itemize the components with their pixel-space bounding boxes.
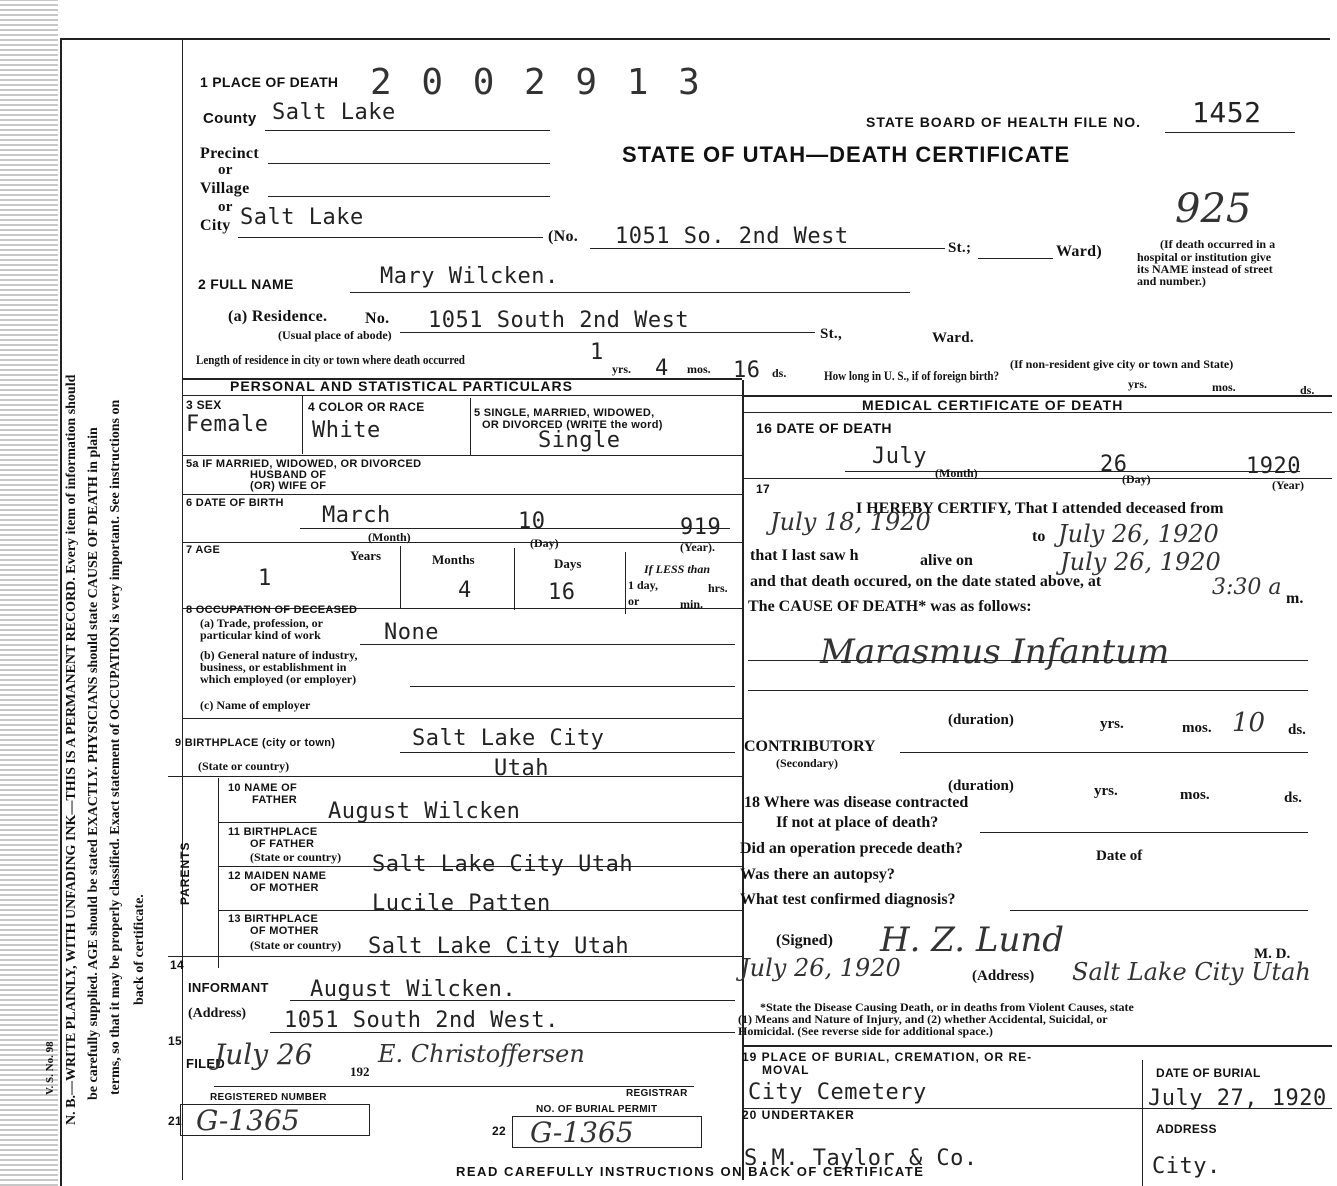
dob-month: March <box>322 503 391 528</box>
industry-line <box>410 686 735 687</box>
full-name-value: Mary Wilcken. <box>380 264 559 289</box>
age-days-label: Days <box>554 556 582 571</box>
marital-value: Single <box>538 428 621 453</box>
duration-label: (duration) <box>948 712 1014 728</box>
county-value: Salt Lake <box>272 100 396 125</box>
occupation-b-label-1: (b) General nature of industry, <box>200 648 358 662</box>
certificate-title: STATE OF UTAH—DEATH CERTIFICATE <box>622 142 1071 167</box>
length-residence-label: Length of residence in city or town where death occurred <box>196 352 465 367</box>
cause-label: The CAUSE OF DEATH* was as follows: <box>748 598 1032 615</box>
hospital-note-2: hospital or institution give <box>1137 250 1272 264</box>
medical-heading: MEDICAL CERTIFICATE OF DEATH <box>862 397 1124 413</box>
precinct-label: Precinct <box>200 145 259 162</box>
village-line <box>268 196 550 197</box>
dob-month-label: (Month) <box>368 530 411 544</box>
contracted-label-2: If not at place of death? <box>776 814 939 831</box>
length-mos-label: mos. <box>687 362 711 376</box>
duration-ds-label: ds. <box>1288 722 1306 738</box>
length-months: 4 <box>655 356 669 381</box>
alive-on-label: alive on <box>920 552 973 569</box>
color-label: 4 COLOR OR RACE <box>308 400 425 414</box>
certify-statement: I HEREBY CERTIFY, That I attended deceased from <box>856 500 1224 517</box>
mother-birth-label-3: (State or country) <box>250 938 342 952</box>
length-yrs-label: yrs. <box>612 362 631 376</box>
handwritten-number: 925 <box>1175 186 1252 232</box>
row-5a-line <box>182 494 742 495</box>
item-22-label: 22 <box>492 1124 506 1138</box>
father-birth-label-2: OF FATHER <box>250 838 315 850</box>
length-days: 16 <box>733 358 761 383</box>
row-11-line <box>218 866 742 867</box>
death-day-label: (Day) <box>1122 472 1151 486</box>
operation-date-label: Date of <box>1096 848 1143 864</box>
birthplace-value: Salt Lake City <box>412 726 605 751</box>
us-residence-label: How long in U. S., if of foreign birth? <box>824 368 1000 383</box>
informant-name: August Wilcken. <box>310 977 517 1002</box>
signed-date: July 26, 1920 <box>740 954 901 982</box>
hospital-note-3: its NAME instead of street <box>1137 262 1273 276</box>
birth-state-value: Utah <box>494 756 549 781</box>
father-birthplace: Salt Lake City Utah <box>372 852 634 877</box>
burial-top-border <box>742 1045 1332 1047</box>
duration-days: 10 <box>1232 708 1266 738</box>
us-yrs-label: yrs. <box>1128 377 1147 391</box>
footnote-1: *State the Disease Causing Death, or in deaths from Violent Causes, state <box>760 1000 1134 1014</box>
contrib-duration-label: (duration) <box>948 778 1014 794</box>
sex-label: 3 SEX <box>186 398 222 412</box>
mother-name: Lucile Patten <box>372 891 551 916</box>
row-13-line <box>168 956 742 957</box>
row-3-line <box>182 455 742 456</box>
dob-label: 6 DATE OF BIRTH <box>186 497 284 509</box>
last-saw-label: that I last saw h <box>750 547 859 564</box>
contracted-label-1: 18 Where was disease contracted <box>744 794 969 811</box>
birthplace-label: 9 BIRTHPLACE (city or town) <box>175 737 336 749</box>
place-of-death-label: 1 PLACE OF DEATH <box>200 74 339 90</box>
age-days: 16 <box>548 580 576 605</box>
alive-on-date: July 26, 1920 <box>1060 548 1221 576</box>
birth-state-label: (State or country) <box>198 759 290 773</box>
diagnosis-line <box>1010 910 1308 911</box>
item-17-label: 17 <box>756 482 770 496</box>
side-note-2: be carefully supplied. AGE should be stated EXACTLY. PHYSICIANS should state CAUSE OF DEATH in plain <box>86 427 101 1100</box>
attended-from: July 18, 1920 <box>770 508 931 536</box>
less-than-label: If LESS than <box>644 562 711 576</box>
row-8-line <box>182 718 742 719</box>
death-year-label: (Year) <box>1272 478 1304 492</box>
registrar-label: REGISTRAR <box>626 1088 688 1099</box>
row-10-line <box>218 822 742 823</box>
undertaker-label: 20 UNDERTAKER <box>742 1108 855 1122</box>
physician-address: Salt Lake City Utah <box>1072 958 1311 986</box>
page-stack-edge <box>0 0 58 1186</box>
filed-label: FILED <box>186 1056 226 1071</box>
mother-label-2: OF MOTHER <box>250 882 319 894</box>
registrar-signature: E. Christoffersen <box>378 1040 585 1068</box>
burial-place-label-1: 19 PLACE OF BURIAL, CREMATION, OR RE- <box>742 1050 1033 1064</box>
father-label-1: 10 NAME OF <box>228 782 298 794</box>
occurred-label: and that death occured, on the date stated above, at <box>750 573 1102 590</box>
filed-line <box>214 1086 694 1087</box>
residence-value: 1051 South 2nd West <box>428 308 690 333</box>
side-note-4: back of certificate. <box>132 894 147 1005</box>
contributory-label: CONTRIBUTORY <box>744 738 876 755</box>
undertaker-address-label: ADDRESS <box>1156 1122 1217 1136</box>
us-mos-label: mos. <box>1212 380 1236 394</box>
color-value: White <box>312 418 381 443</box>
contrib-ds-label: ds. <box>1284 790 1302 806</box>
city-value: Salt Lake <box>240 205 364 230</box>
dob-year: 919 <box>680 515 722 540</box>
physician-address-label: (Address) <box>972 968 1035 984</box>
contracted-line <box>980 832 1308 833</box>
side-note-3: terms, so that it may be properly classified. Exact statement of OCCUPATION is very important. See instructions on <box>108 399 123 1095</box>
side-note-1: N. B.—WRITE PLAINLY, WITH UNFADING INK—THIS IS A PERMANENT RECORD. Every item of information should <box>64 374 79 1125</box>
death-month-label: (Month) <box>935 466 978 480</box>
item-15-label: 15 <box>168 1034 182 1048</box>
undertaker-name: S.M. Taylor & Co. <box>744 1146 978 1171</box>
date-of-death-label: 16 DATE OF DEATH <box>756 420 892 436</box>
father-name: August Wilcken <box>328 799 521 824</box>
cause-of-death: Marasmus Infantum <box>820 632 1170 672</box>
county-label: County <box>203 110 257 127</box>
usual-abode-label: (Usual place of abode) <box>278 328 392 342</box>
street-st-label: St.; <box>948 240 972 256</box>
burial-date: July 27, 1920 <box>1148 1086 1327 1111</box>
color-divider <box>470 398 471 456</box>
filed-date: July 26 <box>214 1038 313 1071</box>
burial-divider <box>1142 1060 1143 1186</box>
occupation-label: 8 OCCUPATION OF DECEASED <box>186 604 358 616</box>
autopsy-label: Was there an autopsy? <box>740 866 895 883</box>
village-label: Village <box>200 180 250 197</box>
duration-mos-label: mos. <box>1182 720 1212 736</box>
city-label: City <box>200 217 231 234</box>
row-12-line <box>218 910 742 911</box>
city-line <box>238 237 543 238</box>
secondary-label: (Secondary) <box>776 756 838 770</box>
death-street-line <box>590 248 945 249</box>
form-number: V. S. No. 98 <box>44 1041 56 1095</box>
sex-value: Female <box>186 412 269 437</box>
death-month: July <box>872 444 927 469</box>
md-label: M. D. <box>1254 946 1291 962</box>
one-day-label: 1 day, <box>628 578 659 592</box>
mother-birth-label-1: 13 BIRTHPLACE <box>228 913 319 925</box>
registered-number-label: REGISTERED NUMBER <box>210 1092 327 1103</box>
item-14-label: 14 <box>170 958 184 972</box>
ward-label: Ward) <box>1056 243 1102 260</box>
street-no-label: (No. <box>548 228 579 245</box>
cause-line-2 <box>748 690 1308 691</box>
burial-permit-number: G-1365 <box>530 1116 634 1149</box>
residence-ward-label: Ward. <box>932 330 974 346</box>
residence-no-label: No. <box>365 310 390 327</box>
age-divider-3 <box>625 552 626 614</box>
form-border-left <box>182 40 183 1180</box>
row-9-line <box>168 776 742 777</box>
burial-permit-label: NO. OF BURIAL PERMIT <box>536 1104 658 1115</box>
residence-line <box>400 332 815 333</box>
occupation-b-label-2: business, or establishment in <box>200 660 347 674</box>
form-left-border <box>60 38 62 1186</box>
father-label-2: FATHER <box>252 794 297 806</box>
mother-birthplace: Salt Lake City Utah <box>368 934 630 959</box>
contributory-line <box>900 752 1308 753</box>
informant-line <box>290 1000 735 1001</box>
spouse-label-2: HUSBAND OF <box>250 469 327 481</box>
or-label-2: or <box>218 199 233 215</box>
precinct-line <box>268 163 550 164</box>
stamp-number: 2 0 0 2 9 1 3 <box>370 62 704 103</box>
personal-heading: PERSONAL AND STATISTICAL PARTICULARS <box>230 378 573 394</box>
full-name-label: 2 FULL NAME <box>198 276 294 292</box>
age-label: 7 AGE <box>186 544 221 556</box>
registered-number: G-1365 <box>196 1104 300 1137</box>
min-label: min. <box>680 597 704 611</box>
full-name-line <box>350 292 910 293</box>
mother-birth-label-2: OF MOTHER <box>250 925 319 937</box>
item-21-label: 21 <box>168 1114 182 1128</box>
attended-to: July 26, 1920 <box>1058 520 1219 548</box>
residence-label: (a) Residence. <box>228 308 328 325</box>
file-no-value: 1452 <box>1192 96 1262 129</box>
mother-label-1: 12 MAIDEN NAME <box>228 870 327 882</box>
row-16-line <box>742 478 1332 479</box>
death-street: 1051 So. 2nd West <box>615 224 849 249</box>
row-6-line <box>182 542 742 543</box>
informant-address: 1051 South 2nd West. <box>284 1008 559 1033</box>
age-years: 1 <box>258 566 272 591</box>
diagnosis-label: What test confirmed diagnosis? <box>740 891 956 908</box>
employer-label: (c) Name of employer <box>200 698 311 712</box>
hospital-note-4: and number.) <box>1137 274 1206 288</box>
physician-signature: H. Z. Lund <box>880 920 1065 960</box>
burial-place-label-2: MOVAL <box>762 1063 810 1077</box>
death-year: 1920 <box>1246 454 1301 479</box>
hospital-note-1: (If death occurred in a <box>1160 237 1276 251</box>
spouse-label-3: (OR) WIFE OF <box>250 480 327 492</box>
contrib-mos-label: mos. <box>1180 787 1210 803</box>
occupation-a-label-2: particular kind of work <box>200 628 321 642</box>
nonresident-note: (If non-resident give city or town and State) <box>1010 357 1234 371</box>
death-time: 3:30 a <box>1212 575 1282 600</box>
file-no-label: STATE BOARD OF HEALTH FILE NO. <box>866 114 1141 130</box>
burial-place: City Cemetery <box>748 1080 927 1105</box>
age-months-label: Months <box>432 552 475 567</box>
age-years-label: Years <box>350 548 382 563</box>
father-birth-label-1: 11 BIRTHPLACE <box>228 826 318 838</box>
spouse-label-1: 5a IF MARRIED, WIDOWED, OR DIVORCED <box>186 458 422 470</box>
marital-label-2: OR DIVORCED (WRITE the word) <box>482 419 663 431</box>
age-divider-1 <box>400 546 401 608</box>
age-months: 4 <box>458 578 472 603</box>
dob-day: 10 <box>518 509 546 534</box>
cause-line-1 <box>748 660 1308 661</box>
residence-st-label: St., <box>820 326 843 342</box>
dob-line <box>300 528 730 529</box>
or-label: or <box>628 594 640 608</box>
dob-day-label: (Day) <box>530 536 559 550</box>
marital-label-1: 5 SINGLE, MARRIED, WIDOWED, <box>474 407 655 419</box>
informant-label: INFORMANT <box>188 980 269 995</box>
hrs-label: hrs. <box>708 581 728 595</box>
filed-year: 192 <box>350 1064 370 1079</box>
death-day: 26 <box>1100 452 1128 477</box>
file-no-line <box>1165 132 1295 133</box>
birthplace-line <box>400 752 735 753</box>
informant-address-line <box>270 1032 735 1033</box>
operation-label: Did an operation precede death? <box>740 840 963 857</box>
length-ds-label: ds. <box>772 366 787 380</box>
undertaker-address: City. <box>1152 1154 1221 1179</box>
personal-heading-line <box>182 395 742 396</box>
age-divider-2 <box>514 548 515 610</box>
occupation-b-label-3: which employed (or employer) <box>200 672 357 686</box>
duration-yrs-label: yrs. <box>1100 716 1124 732</box>
medical-heading-line <box>742 412 1332 413</box>
time-suffix: m. <box>1286 590 1304 607</box>
county-line <box>265 130 550 131</box>
occupation-line <box>360 644 735 645</box>
or-label-1: or <box>218 162 233 178</box>
parents-divider <box>218 778 219 968</box>
death-date-line <box>845 471 1300 472</box>
to-label: to <box>1032 528 1046 545</box>
dob-year-label: (Year). <box>680 540 715 554</box>
father-birth-label-3: (State or country) <box>250 850 342 864</box>
informant-address-label: (Address) <box>188 1006 247 1021</box>
occupation-value: None <box>384 620 439 645</box>
footer-instruction: READ CAREFULLY INSTRUCTIONS ON BACK OF CERTIFICATE <box>456 1164 925 1179</box>
contrib-yrs-label: yrs. <box>1094 783 1118 799</box>
footnote-2: (1) Means and Nature of Injury, and (2) whether Accidental, Suicidal, or <box>738 1012 1108 1026</box>
burial-date-label: DATE OF BURIAL <box>1156 1066 1261 1080</box>
parents-label: PARENTS <box>178 841 192 905</box>
length-years: 1 <box>590 340 604 365</box>
footnote-3: Homicidal. (See reverse side for additional space.) <box>738 1024 993 1038</box>
us-ds-label: ds. <box>1300 383 1315 397</box>
sex-divider <box>302 396 303 454</box>
ward-line <box>978 258 1053 259</box>
occupation-a-label-1: (a) Trade, profession, or <box>200 616 323 630</box>
form-top-border <box>60 38 1330 40</box>
signed-label: (Signed) <box>776 932 833 949</box>
